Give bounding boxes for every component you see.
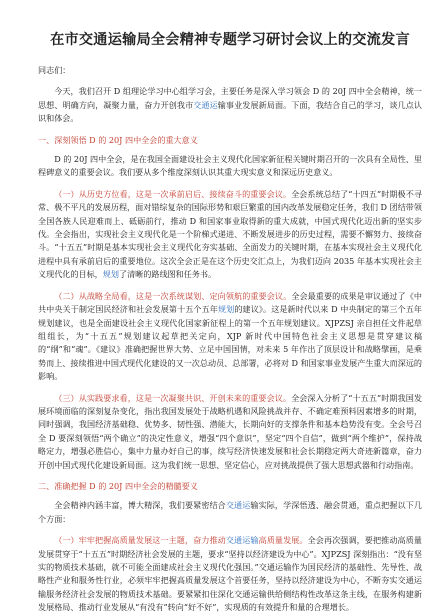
section1-heading: 一、深刻领悟 D 的 20J 四中全会的重大意义 [38, 134, 198, 145]
section1-p2-text-1: 全会系统总结了“十四五”时期极不寻常、极不平凡的发展历程，面对错综复杂的国际形势和艰巨繁重的国内改革发展稳定任务，我们 D 团结带领全国各族人民迎难而上、砥砺前行，推动 D 和国家事业取得新的重大成就，中国式现代化迈出新的坚实步伐。全会指出，实现社会主义现代化是一个阶梯式递进、不断发展进步的历史过程，需要不懈努力、接续奋斗。“十五五”时期是基本实现社会主义现代化夯实基础、全面发力的关键时期，在基本实现社会主义现代化进程中具有承前启后的重要地位。这次全会正是在这个历史交汇点上，为我们迈向 2035 年基本实现社会主义现代化的目标， [38, 188, 422, 280]
intro-link[interactable]: 交通运 [193, 99, 218, 110]
section1-p2-link[interactable]: 规划 [102, 269, 119, 280]
section2-subheading-1-end: 高质量发展。 [258, 535, 308, 546]
section2-paragraph-1 [38, 499, 422, 526]
section2-p1-link[interactable]: 交通运 [225, 500, 251, 511]
section1-subheading-2: （二）从战略全局看，这是一次系统谋划、定向领航的重要会议。 [54, 290, 292, 301]
section1-p2-text-2: 了清晰的路线图和任务书。 [118, 269, 217, 280]
section1-paragraph-4 [38, 392, 422, 472]
section2-heading: 二、准确把握 D 的 20J 四中全会的精髓要义 [38, 480, 198, 491]
intro-paragraph [38, 85, 422, 125]
section2-p2-text-1: 全会再次强调，要把推动高质量发展贯穿于“十五五”时期经济社会发展的主题，要求“坚持以经济建设为中心”。XJPZSJ 深刻指出：“没有坚实的物质技术基础，就不可能全面建成社会主义现代化强国。”交通运输作为国民经济的基础性、先导性、战略性产业和服务性行业，必须牢牢把握高质量发展这个首要任务，坚持以经济建设为中心，不断夯实交通运输服务经济社会发展的物质技术基础。要紧紧扣住深化交通运输供给侧结构性改革这条主线，在服务构建新发展格局、推动行业发展从“有没有”转向“好不好”，实现质的有效提升和量的合理增长。 [38, 535, 422, 613]
section1-subheading-1: （一）从历史方位看，这是一次承前启后、接续奋斗的重要会议。 [54, 188, 292, 199]
section1-p3-link[interactable]: 规划 [217, 304, 235, 315]
section2-p1-text-2: 输实际，学深悟透、融会贯通，重点把握以下几个方面： [38, 500, 422, 524]
section1-p4-text-1: 全会深入分析了“十五五”时期我国发展环境面临的深刻复杂变化，指出我国发展处于战略机遇和风险挑战并存、不确定难预料因素增多的时期，同时强调，我国经济基础稳、优势多、韧性强、潜能大，长期向好的支撑条件和基本趋势没有变。全会号召全 D 要深刻领悟“两个确立”的决定性意义，增强“四个意识”，坚定“四个自信”，做到“两个维护”，保持战略定力，增强必胜信心，集中力量办好自己的事，续写经济快速发展和社会长期稳定两大奇迹新篇章，奋力开创中国式现代化建设新局面。这为我们统一思想、坚定信心，应对挑战提供了强大思想武器和行动指南。 [38, 392, 422, 470]
section2-paragraph-2 [38, 534, 422, 614]
intro-text-2: 输事业发展新局面。下面，我结合自己的学习，谈几点认识和体会。 [38, 99, 422, 124]
section1-paragraph-1: D 的 20J 四中全会，是在我国全面建设社会主义现代化国家新征程关键时期召开的一次具有全局性、里程碑意义的重要会议。我们要从多个维度深刻认识其重大现实意义和深远历史意义。 [38, 154, 422, 178]
page-title: 在市交通运输局全会精神专题学习研讨会议上的交流发言 [50, 32, 410, 48]
section1-p3-text-2: 的建议》。这是新时代以来 D 中央制定的第三个五年规划建议，也是全面建设社会主义现代化国家新征程上的第一个五年规划建议。XJPZSJ 亲自担任文件起草组组长，为“十五五”规划建议起草把关定向，XJP 新时代中国特色社会主义思想是贯穿建议稿的“纲”和“魂”。《建议》准确把握世界大势、立足中国国情，对未来 5 年作出了顶层设计和战略擘画，是乘势而上、接续推进中国式现代化建设的又一次总动员、总部署，必将对 D 和国家事业发展产生重大而深远的影响。 [38, 304, 422, 382]
section2-subheading-1: （一）牢牢把握高质量发展这一主题，奋力推动 [54, 535, 226, 546]
section1-subheading-3: （三）从实践要求看，这是一次凝聚共识、开创未来的重要会议。 [54, 392, 292, 403]
section1-p3-text-1: 全会最重要的成果是审议通过了《中共中央关于制定国民经济和社会发展第十五个五年 [38, 290, 422, 315]
section1-paragraph-3 [38, 290, 422, 384]
section1-paragraph-2 [38, 188, 422, 282]
section2-p1-text-1: 全会精神内涵丰富，博大精深，我们要紧密结合 [54, 500, 226, 511]
intro-text-1: 今天，我们召开 D 组理论学习中心组学习会，主要任务是深入学习领会 D 的 20J 四中全会精神，统一思想、明确方向，凝聚力量，奋力开创我市 [38, 86, 422, 110]
section2-subheading-link[interactable]: 交通运输 [225, 535, 259, 546]
salutation: 同志们： [38, 65, 71, 75]
